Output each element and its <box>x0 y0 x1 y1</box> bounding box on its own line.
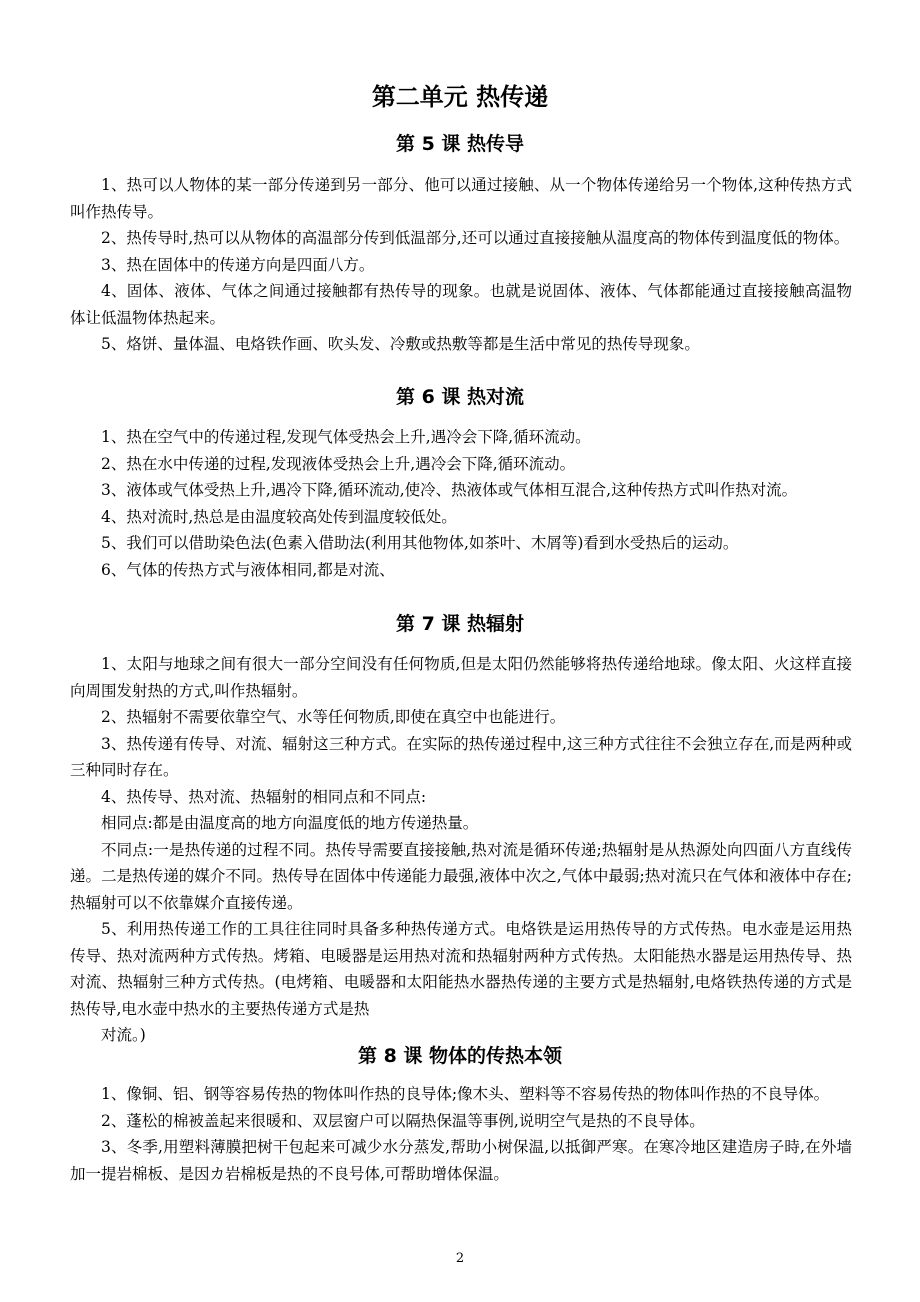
lesson-6-paragraph-3: 3、液体或气体受热上升,遇冷下降,循环流动,使冷、热液体或气体相互混合,这种传热方式叫作热对流。 <box>101 481 798 499</box>
lesson-6-paragraph-5: 5、我们可以借助染色法(色素入借助法(利用其他物体,如茶叶、木屑等)看到水受热后的运动。 <box>101 534 739 552</box>
lesson-7-paragraph-2: 2、热辐射不需要依靠空气、水等任何物质,即使在真空中也能进行。 <box>101 708 566 726</box>
lesson-6-paragraph-6: 6、气体的传热方式与液体相同,都是对流、 <box>101 560 395 579</box>
lesson-7-paragraph-4: 4、热传导、热对流、热辐射的相同点和不同点: <box>101 787 427 806</box>
lesson-6-body <box>70 424 852 583</box>
unit-title: 第二单元 热传递 <box>371 83 549 111</box>
lesson-7-body <box>70 651 852 1049</box>
lesson-7-paragraph-5-end: 对流。) <box>101 1026 146 1044</box>
lesson-7-similarities: 相同点:都是由温度高的地方向温度低的地方传递热量。 <box>101 814 479 832</box>
lesson-7-paragraph-5: 5、利用热传递工作的工具往往同时具备多种热传递方式。电烙铁是运用热传导的方式传热。电水壶是运用热传导、热对流两种方式传热。烤箱、电暖器是运用热对流和热辐射两种方式传热。太阳能热水器是运用热传导、热对流、热辐射三种方式传热。(电烤箱、电暖器和太阳能热水器热传递的主要方式是热辐射,电烙铁热传递的方式是热传导,电水壶中热水的主要热传递方式是热 <box>70 920 852 1018</box>
lesson-5-body <box>70 172 852 358</box>
lesson-8-paragraph-1: 1、像铜、铝、钢等容易传热的物体叫作热的良导体;像木头、塑料等不容易传热的物体叫作热的不良导体。 <box>101 1085 830 1103</box>
lesson-5-paragraph-4: 4、固体、液体、气体之间通过接触都有热传导的现象。也就是说固体、液体、气体都能通过直接接触高温物体让低温物体热起来。 <box>70 282 852 327</box>
lesson-6-paragraph-2: 2、热在水中传递的过程,发现液体受热会上升,遇冷会下降,循环流动。 <box>101 454 576 473</box>
lesson-8-paragraph-3: 3、冬季,用塑料薄膜把树干包起来可减少水分蒸发,帮助小树保温,以抵御严寒。在寒冷地区建造房子時,在外墙加一提岩棉板、是因カ岩棉板是热的不良号体,可帮助增体保温。 <box>70 1138 852 1183</box>
lesson-6-title: 第 6 课 热对流 <box>395 386 525 408</box>
lesson-5-paragraph-2: 2、热传导时,热可以从物体的高温部分传到低温部分,还可以通过直接接触从温度高的物体传到温度低的物体。 <box>101 229 850 247</box>
lesson-7-title: 第 7 课 热辐射 <box>395 613 525 635</box>
lesson-7-differences: 不同点:一是热传递的过程不同。热传导需要直接接触,热对流是循环传递;热辐射是从热源处向四面八方直线传递。二是热传递的媒介不同。热传导在固体中传递能力最强,液体中次之,气体中最弱;热对流只在气体和液体中存在;热辐射可以不依靠媒介直接传递。 <box>70 840 852 912</box>
lesson-5-paragraph-3: 3、热在固体中的传递方向是四面八方。 <box>101 255 375 274</box>
lesson-7-paragraph-3: 3、热传递有传导、对流、辐射这三种方式。在实际的热传递过程中,这三种方式往往不会独立存在,而是两种或三种同时存在。 <box>70 734 852 779</box>
lesson-8-paragraph-2: 2、蓬松的棉被盖起来很暖和、双层窗户可以隔热保温等事例,说明空气是热的不良导体。 <box>101 1111 705 1130</box>
page-number: 2 <box>455 1251 465 1266</box>
lesson-5-paragraph-1: 1、热可以人物体的某一部分传递到另一部分、他可以通过接触、从一个物体传递给另一个物体,这种传热方式叫作热传导。 <box>70 176 852 221</box>
lesson-5-paragraph-5: 5、烙饼、量体温、电烙铁作画、吹头发、冷敷或热敷等都是生活中常见的热传导现象。 <box>101 335 700 353</box>
lesson-6-paragraph-4: 4、热对流时,热总是由温度较高处传到温度较低处。 <box>101 507 457 526</box>
lesson-7-paragraph-1: 1、太阳与地球之间有很大一部分空间没有任何物质,但是太阳仍然能够将热传递给地球。像太阳、火这样直接向周围发射热的方式,叫作热辐射。 <box>70 655 852 700</box>
lesson-8-body <box>70 1081 852 1187</box>
lesson-8-title: 第 8 课 物体的传热本领 <box>357 1045 563 1067</box>
lesson-5-title: 第 5 课 热传导 <box>395 133 525 155</box>
lesson-6-paragraph-1: 1、热在空气中的传递过程,发现气体受热会上升,遇冷会下降,循环流动。 <box>101 428 591 446</box>
